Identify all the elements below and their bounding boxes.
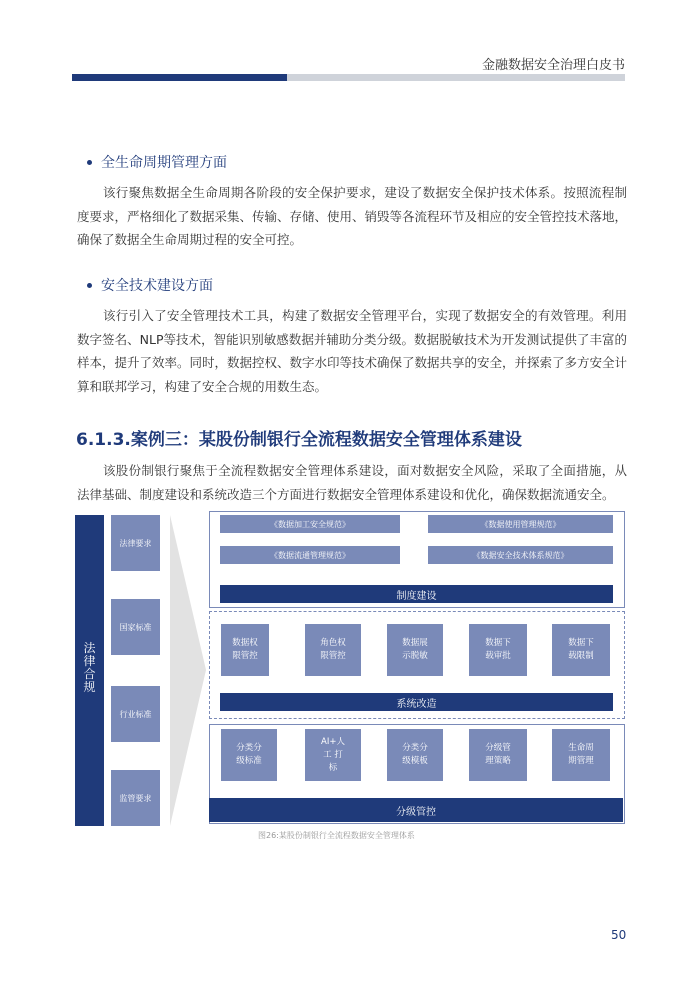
bullet-dot-icon <box>87 283 92 288</box>
regulation-tab: 《数据使用管理规范》 <box>428 515 613 533</box>
case-paragraph: 该股份制银行聚焦于全流程数据安全管理体系建设，面对数据安全风险，采取了全面措施，从法律基础、制度建设和系统改造三个方面进行数据安全管理体系建设和优化，确保数据流通安全。 <box>77 463 627 502</box>
page-number: 50 <box>611 928 627 942</box>
left-item-national: 国家标准 <box>111 599 160 655</box>
bullet-dot-icon <box>87 160 92 165</box>
paragraph-tech: 该行引入了安全管理技术工具，构建了数据安全管理平台，实现了数据安全的有效管理。利用数字签名、NLP等技术，智能识别敏感数据并辅助分类分级。数据脱敏技术为开发测试提供了丰富的样本，提升了效率。同时，数据控权、数字水印等技术确保了数据共享的安全，并探索了多方安全计算和联邦学习，构建了安全合规的用数生态。 <box>77 308 628 394</box>
header-bar-dark <box>72 74 287 81</box>
arrow-shape-icon <box>166 515 208 826</box>
left-item-regulatory: 监管要求 <box>111 770 160 826</box>
paragraph-lifecycle: 该行聚焦数据全生命周期各阶段的安全保护要求，建设了数据安全保护技术体系。按照流程制度要求，严格细化了数据采集、传输、存储、使用、销毁等各流程环节及相应的安全管控技术落地，确保了数据全生命周期过程的安全可控。 <box>77 185 628 247</box>
grading-cell: AI+人 工 打 标 <box>305 729 361 781</box>
regulation-tab: 《数据流通管理规范》 <box>220 546 400 564</box>
system-bar: 系统改造 <box>220 693 613 711</box>
bullet-heading-text: 全生命周期管理方面 <box>101 155 227 171</box>
system-cell: 数据下 载限制 <box>552 624 610 676</box>
system-cell: 角色权 限管控 <box>305 624 361 676</box>
left-item-industry: 行业标准 <box>111 686 160 742</box>
compliance-label: 法 律 合 规 <box>83 641 96 694</box>
running-header: 金融数据安全治理白皮书 <box>481 58 625 73</box>
figure-caption: 图26:某股份制银行全流程数据安全管理体系 <box>258 831 415 840</box>
regulation-tab: 《数据加工安全规范》 <box>220 515 400 533</box>
grading-cell: 分级管 理策略 <box>469 729 527 781</box>
institution-bar: 制度建设 <box>220 585 613 603</box>
grading-cell: 生命周 期管理 <box>552 729 610 781</box>
grading-bar: 分级管控 <box>209 798 623 822</box>
bullet-heading-lifecycle <box>87 152 227 172</box>
system-cell: 数据下 载审批 <box>469 624 527 676</box>
left-item-law: 法律要求 <box>111 515 160 571</box>
case-heading: 6.1.3.案例三：某股份制银行全流程数据安全管理体系建设 <box>76 430 522 450</box>
header-bar-light <box>287 74 625 81</box>
bullet-heading-text: 安全技术建设方面 <box>101 278 213 294</box>
system-cell: 数据展 示脱敏 <box>387 624 443 676</box>
bullet-heading-tech <box>87 275 213 295</box>
grading-cell: 分类分 级模板 <box>387 729 443 781</box>
system-cell: 数据权 限管控 <box>221 624 269 676</box>
grading-cell: 分类分 级标准 <box>221 729 277 781</box>
regulation-tab: 《数据安全技术体系规范》 <box>428 546 613 564</box>
